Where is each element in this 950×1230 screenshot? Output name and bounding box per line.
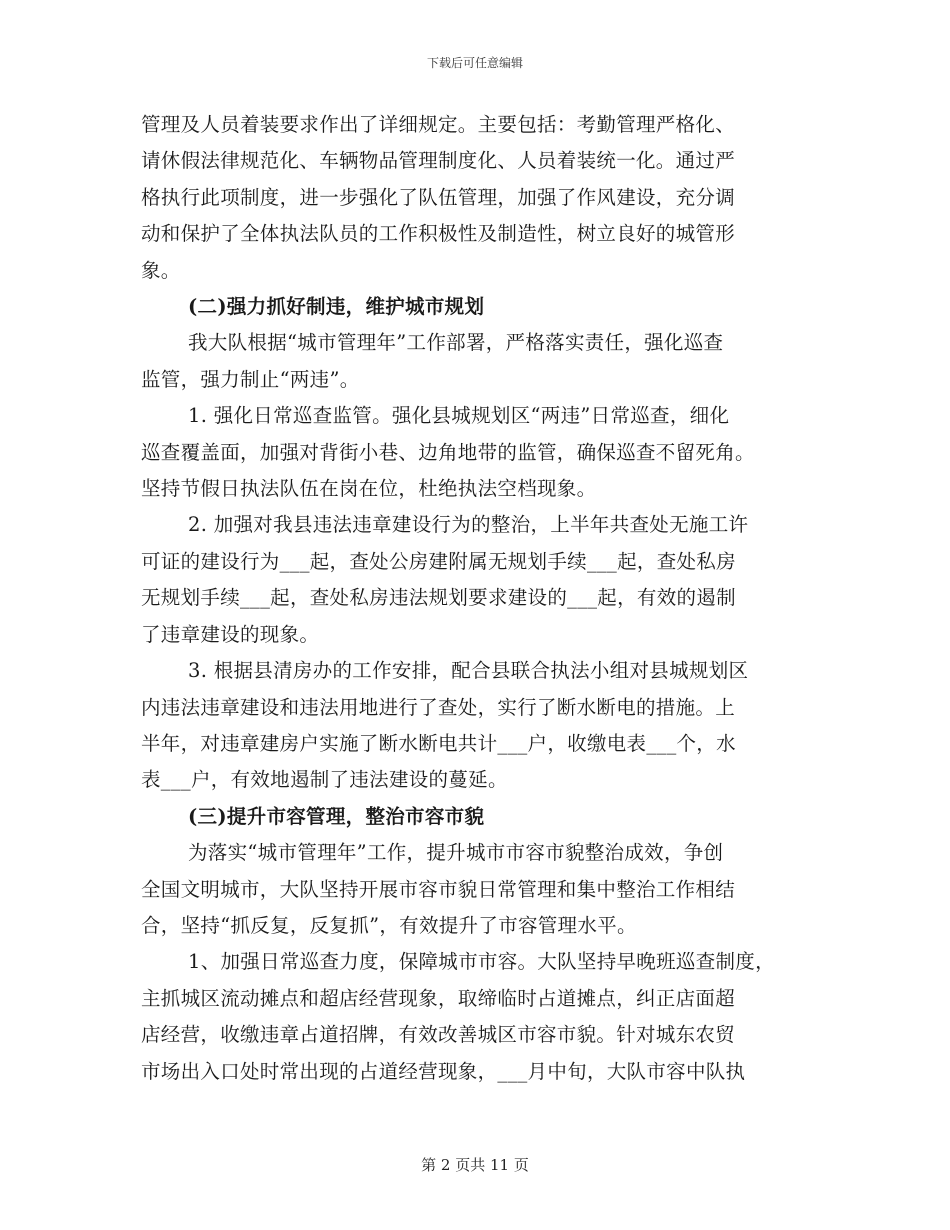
page-header: 下载后可任意编辑 [426,56,523,70]
text-line: 市场出入口处时常出现的占道经营现象，___月中旬，大队市容中队执 [141,1059,746,1083]
text-line: 了违章建设的现象。 [141,622,320,646]
text-line: 请休假法律规范化、车辆物品管理制度化、人员着装统一化。通过严 [141,149,736,173]
body-paragraph [141,835,811,944]
section-heading [141,799,811,835]
text-line: 合，坚持“抓反复，反复抓”，有效提升了市容管理水平。 [141,913,637,937]
text-line: (二)强力抓好制违，维护城市规划 [188,295,485,319]
text-line: 我大队根据“城市管理年”工作部署，严格落实责任，强化巡查 [188,331,724,355]
text-line: 巡查覆盖面，加强对背街小巷、边角地带的监管，确保巡查不留死角。 [141,440,755,464]
text-line: 格执行此项制度，进一步强化了队伍管理，加强了作风建设，充分调 [141,185,736,209]
text-line: 半年，对违章建房户实施了断水断电共计___户，收缴电表___个，水 [141,731,736,755]
body-paragraph [141,944,811,1090]
text-line: 主抓城区流动摊点和超店经营现象，取缔临时占道摊点，纠正店面超 [141,986,736,1010]
text-line: 管理及人员着装要求作出了详细规定。主要包括：考勤管理严格化、 [141,113,736,136]
text-line: 3. 根据县清房办的工作安排，配合县联合执法小组对县城规划区 [188,659,749,683]
text-line: 为落实“城市管理年”工作，提升城市市容市貌整治成效，争创 [188,841,724,865]
text-line: 2. 加强对我县违法违章建设行为的整治，上半年共查处无施工许 [188,513,749,537]
body-paragraph [141,653,811,799]
text-line: 店经营，收缴违章占道招牌，有效改善城区市容市貌。针对城东农贸 [141,1023,736,1047]
text-line: 1. 强化日常巡查监管。强化县城规划区“两违”日常巡查，细化 [188,404,730,428]
text-line: (三)提升市容管理，整治市容市貌 [188,804,485,828]
body-paragraph [141,107,811,289]
text-line: 监管，强力制止“两违”。 [141,367,360,391]
body-paragraph [141,398,811,507]
text-line: 无规划手续___起，查处私房违法规划要求建设的___起，有效的遏制 [141,586,736,610]
text-line: 坚持节假日执法队伍在岗在位，杜绝执法空档现象。 [141,477,597,501]
text-line: 动和保护了全体执法队员的工作积极性及制造性，树立良好的城管形 [141,222,736,246]
page-footer: 第 2 页共 11 页 [421,1156,529,1174]
text-line: 内违法违章建设和违法用地进行了查处，实行了断水断电的措施。上 [141,695,736,719]
document-body [141,107,811,1090]
text-line: 1、加强日常巡查力度，保障城市市容。大队坚持早晚班巡查制度， [188,950,775,974]
text-line: 全国文明城市，大队坚持开展市容市貌日常管理和集中整治工作相结 [141,877,736,901]
section-heading [141,289,811,325]
body-paragraph [141,325,811,398]
text-line: 象。 [141,258,181,282]
body-paragraph [141,507,811,653]
text-line: 可证的建设行为___起，查处公房建附属无规划手续___起，查处私房 [141,549,736,573]
text-line: 表___户，有效地遏制了违法建设的蔓延。 [141,768,508,792]
